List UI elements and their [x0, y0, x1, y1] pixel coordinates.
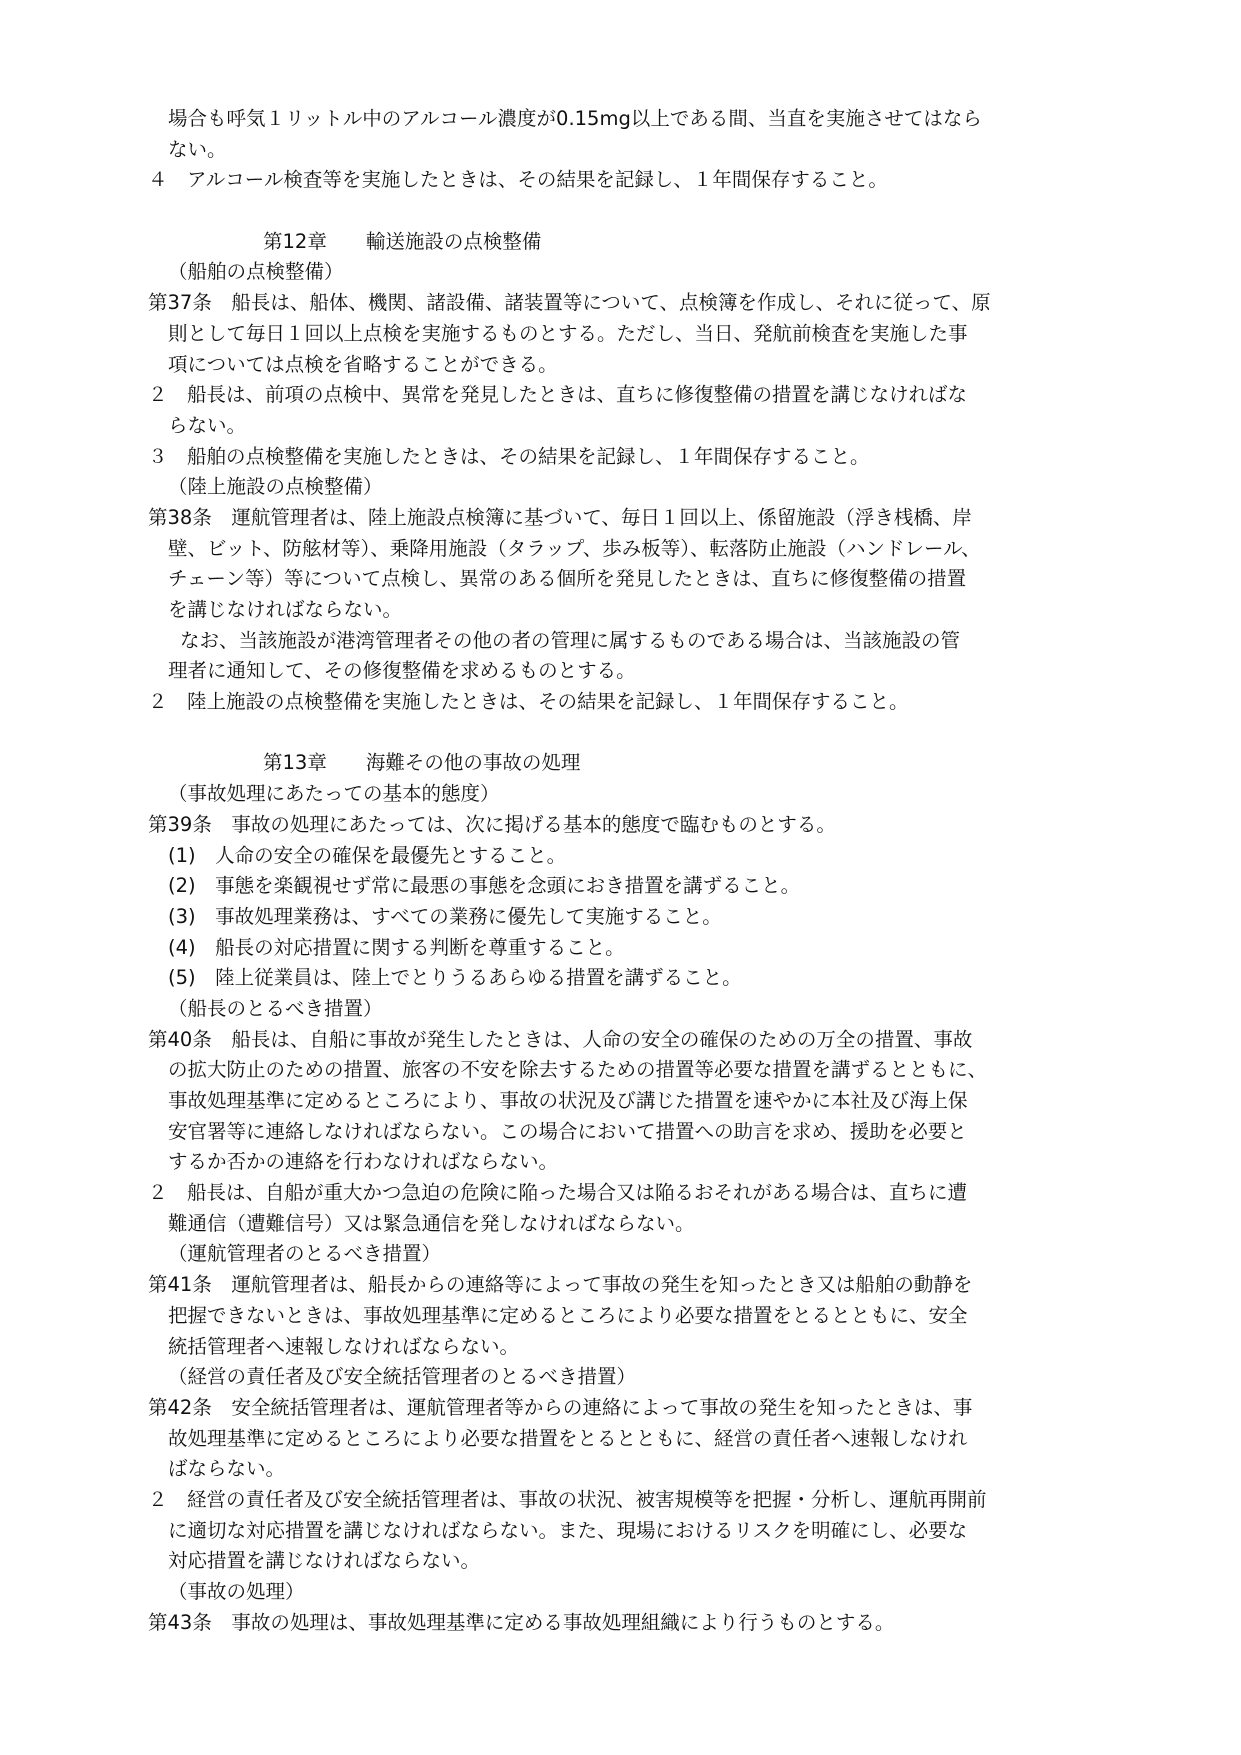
text-line: らない。 [168, 413, 247, 437]
paragraph-gap [148, 196, 1093, 227]
text-line: （運航管理者のとるべき措置） [168, 1242, 442, 1266]
text-line: 故処理基準に定めるところにより必要な措置をとるとともに、経営の責任者へ速報しなけれ [168, 1426, 968, 1450]
text-line: 第13章 海難その他の事故の処理 [263, 751, 581, 775]
text-line: ２ 船長は、前項の点検中、異常を発見したときは、直ちに修復整備の措置を講じなければな [148, 383, 968, 407]
text-line: ２ 船長は、自船が重大かつ急迫の危険に陥った場合又は陥るおそれがある場合は、直ちに遭 [148, 1181, 968, 1205]
text-line: (2) 事態を楽観視せず常に最悪の事態を念頭におき措置を講ずること。 [168, 874, 801, 898]
text-line: 則として毎日１回以上点検を実施するものとする。ただし、当日、発航前検査を実施した事 [168, 321, 968, 345]
text-line: するか否かの連絡を行わなければならない。 [168, 1150, 559, 1174]
text-line: 第37条 船長は、船体、機関、諸設備、諸装置等について、点検簿を作成し、それに従って、原 [148, 291, 991, 315]
text-line: を講じなければならない。 [168, 598, 403, 621]
text-line: ３ 船舶の点検整備を実施したときは、その結果を記録し、１年間保存すること。 [148, 444, 870, 468]
text-line: 第40条 船長は、自船に事故が発生したときは、人命の安全の確保のための万全の措置、事故 [148, 1027, 973, 1051]
text-line: 第38条 運航管理者は、陸上施設点検簿に基づいて、毎日１回以上、係留施設（浮き桟橋、岸 [148, 505, 972, 529]
text-line: 項については点検を省略することができる。 [168, 352, 558, 376]
text-line: （船長のとるべき措置） [168, 996, 383, 1020]
text-line: (5) 陸上従業員は、陸上でとりうるあらゆる措置を講ずること。 [168, 966, 742, 990]
text-line: （陸上施設の点検整備） [168, 475, 383, 499]
text-line: (4) 船長の対応措置に関する判断を尊重すること。 [168, 935, 625, 959]
text-line: 場合も呼気１リットル中のアルコール濃度が0.15mg以上である間、当直を実施させてはなら [168, 107, 982, 130]
text-line: 事故処理基準に定めるところにより、事故の状況及び講じた措置を速やかに本社及び海上保 [168, 1089, 968, 1112]
text-line: 理者に通知して、その修復整備を求めるものとする。 [168, 659, 636, 683]
text-line: の拡大防止のための措置、旅客の不安を除去するための措置等必要な措置を講ずるとともに、 [168, 1058, 988, 1082]
text-line: 統括管理者へ速報しなければならない。 [168, 1334, 520, 1358]
document-body [148, 104, 1093, 1638]
text-line: チェーン等）等について点検し、異常のある個所を発見したときは、直ちに修復整備の措置 [168, 567, 967, 591]
paragraph-gap [148, 718, 1093, 749]
text-line: 難通信（遭難信号）又は緊急通信を発しなければならない。 [168, 1211, 695, 1235]
text-line: (3) 事故処理業務は、すべての業務に優先して実施すること。 [168, 904, 722, 928]
text-line: ばならない。 [168, 1457, 286, 1481]
text-line: ４ アルコール検査等を実施したときは、その結果を記録し、１年間保存すること。 [148, 168, 888, 192]
text-line: （船舶の点検整備） [168, 260, 344, 284]
text-line: に適切な対応措置を講じなければならない。また、現場におけるリスクを明確にし、必要な [168, 1518, 968, 1542]
text-line: （事故の処理） [168, 1580, 305, 1603]
text-line: 第39条 事故の処理にあたっては、次に掲げる基本的態度で臨むものとする。 [148, 812, 836, 836]
text-line: なお、当該施設が港湾管理者その他の者の管理に属するものである場合は、当該施設の管 [180, 628, 961, 652]
text-line: (1) 人命の安全の確保を最優先とすること。 [168, 843, 567, 867]
text-line: 第12章 輸送施設の点検整備 [263, 229, 542, 253]
text-line: （経営の責任者及び安全統括管理者のとるべき措置） [168, 1365, 637, 1389]
text-line: 安官署等に連絡しなければならない。この場合において措置への助言を求め、援助を必要と [168, 1119, 967, 1143]
text-line: （事故処理にあたっての基本的態度） [168, 782, 500, 806]
text-line: 第41条 運航管理者は、船長からの連絡等によって事故の発生を知ったとき又は船舶の動静を [148, 1273, 973, 1297]
text-line: ない。 [168, 137, 227, 161]
text-line: ２ 陸上施設の点検整備を実施したときは、その結果を記録し、１年間保存すること。 [148, 690, 909, 714]
text-line: 第42条 安全統括管理者は、運航管理者等からの連絡によって事故の発生を知ったときは、事 [148, 1395, 973, 1419]
text-line: 対応措置を講じなければならない。 [168, 1549, 481, 1573]
text-line: ２ 経営の責任者及び安全統括管理者は、事故の状況、被害規模等を把握・分析し、運航再開前 [148, 1487, 987, 1511]
text-line: 壁、ビット、防舷材等）、乗降用施設（タラップ、歩み板等）、転落防止施設（ハンドレール、 [168, 536, 981, 560]
text-line: 把握できないときは、事故処理基準に定めるところにより必要な措置をとるとともに、安全 [168, 1303, 968, 1327]
text-line: 第43条 事故の処理は、事故処理基準に定める事故処理組織により行うものとする。 [148, 1610, 895, 1634]
